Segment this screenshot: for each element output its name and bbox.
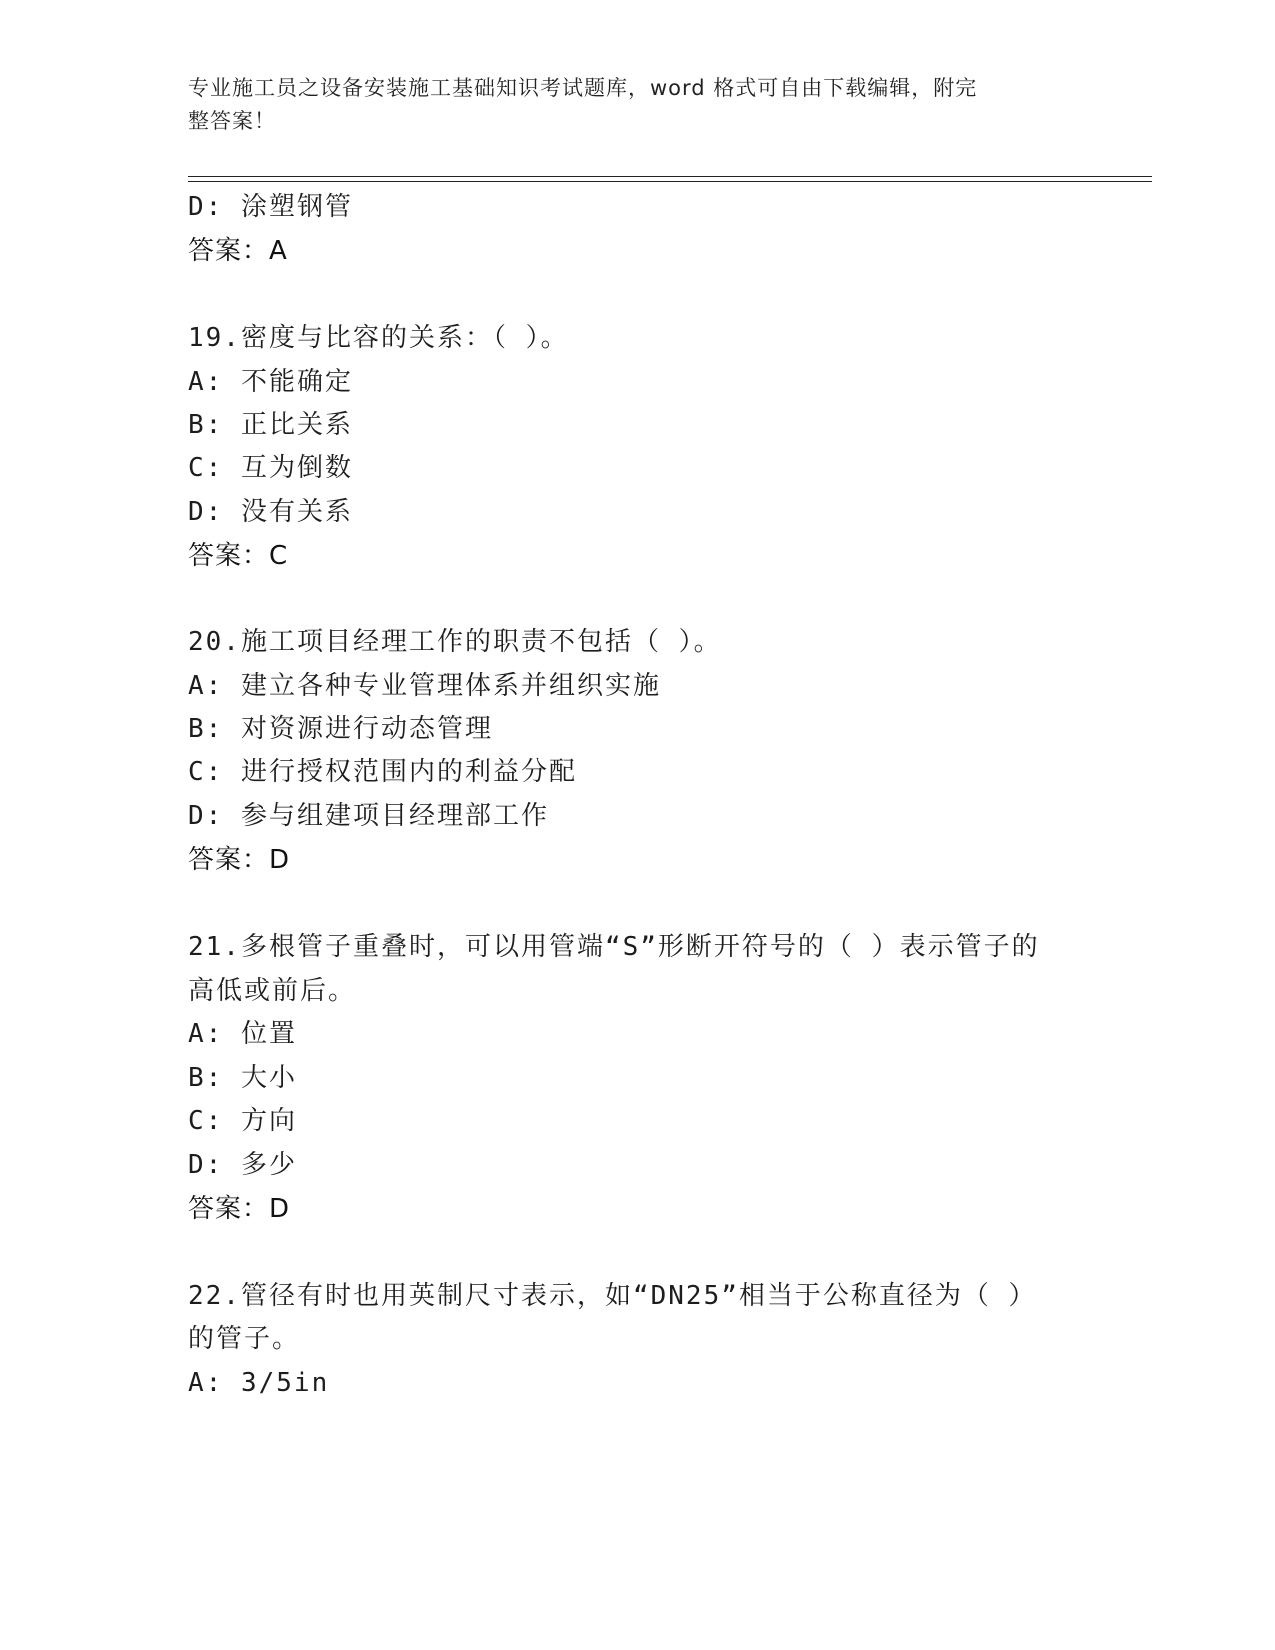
q19-option-b: B: 正比关系 xyxy=(188,410,353,440)
header-divider-bottom xyxy=(188,181,1152,182)
q21-option-d: D: 多少 xyxy=(188,1150,297,1180)
q20-option-b: B: 对资源进行动态管理 xyxy=(188,714,493,744)
q19-answer: 答案：C xyxy=(188,541,289,571)
q21-option-a: A: 位置 xyxy=(188,1019,297,1049)
q21-option-c: C: 方向 xyxy=(188,1106,297,1136)
q21-stem-line-1: 21.多根管子重叠时，可以用管端“S”形断开符号的（ ）表示管子的 xyxy=(188,932,1040,962)
q19-option-a: A: 不能确定 xyxy=(188,367,353,397)
document-header xyxy=(188,72,1068,138)
q21-answer: 答案：D xyxy=(188,1194,291,1224)
q20-option-c: C: 进行授权范围内的利益分配 xyxy=(188,757,577,787)
q20-stem: 20.施工项目经理工作的职责不包括（ ）。 xyxy=(188,627,722,657)
q21-option-b: B: 大小 xyxy=(188,1063,297,1093)
q18-option-d: D: 涂塑钢管 xyxy=(188,192,353,222)
q18-answer: 答案：A xyxy=(188,236,288,266)
q22-option-a: A: 3/5in xyxy=(188,1368,330,1398)
q19-stem: 19.密度与比容的关系：（ ）。 xyxy=(188,323,569,353)
q19-option-d: D: 没有关系 xyxy=(188,497,353,527)
q22-stem-line-2: 的管子。 xyxy=(188,1324,301,1354)
q22-stem-line-1: 22.管径有时也用英制尺寸表示，如“DN25”相当于公称直径为（ ） xyxy=(188,1281,1037,1311)
header-line-1: 专业施工员之设备安装施工基础知识考试题库，word 格式可自由下载编辑，附完 xyxy=(188,76,978,100)
q20-option-a: A: 建立各种专业管理体系并组织实施 xyxy=(188,671,661,701)
q20-option-d: D: 参与组建项目经理部工作 xyxy=(188,801,549,831)
q20-answer: 答案：D xyxy=(188,845,291,875)
header-line-2: 整答案！ xyxy=(188,109,276,133)
q21-stem-line-2: 高低或前后。 xyxy=(188,976,357,1006)
header-divider-top xyxy=(188,176,1152,177)
q19-option-c: C: 互为倒数 xyxy=(188,453,353,483)
